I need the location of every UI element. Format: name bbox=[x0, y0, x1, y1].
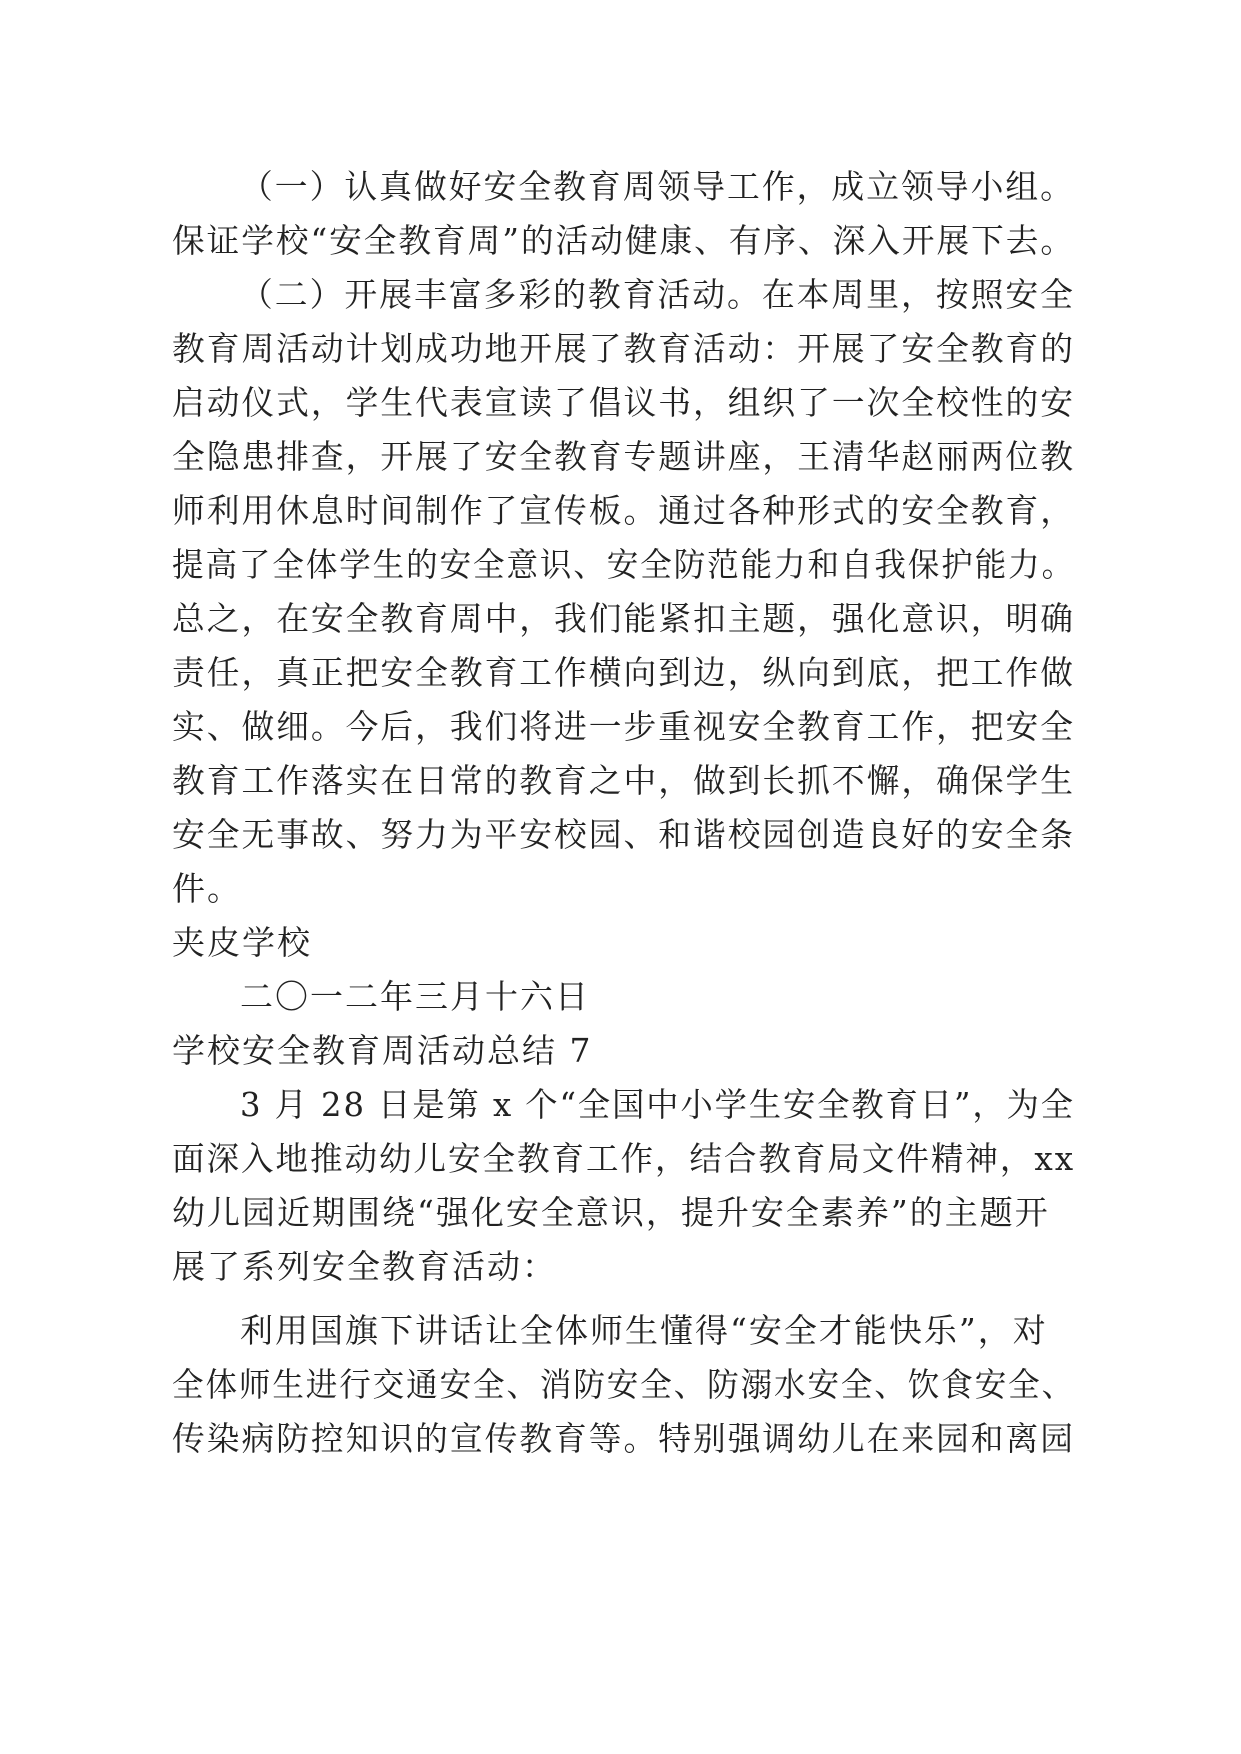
line-text: （一）认真做好安全教育周领导工作，成立领导小组。 bbox=[240, 167, 1075, 206]
line-text: 展了系列安全教育活动： bbox=[172, 1247, 557, 1286]
line-text: 责任，真正把安全教育工作横向到边，纵向到底，把工作做 bbox=[172, 653, 1075, 692]
line-text: 保证学校“安全教育周”的活动健康、有序、深入开展下去。 bbox=[172, 221, 1075, 260]
text-line bbox=[0, 644, 1241, 702]
text-line bbox=[0, 1184, 1241, 1242]
line-text: （二）开展丰富多彩的教育活动。在本周里，按照安全 bbox=[240, 275, 1075, 314]
text-line bbox=[0, 752, 1241, 810]
line-text: 夹皮学校 bbox=[172, 923, 312, 962]
text-line bbox=[0, 698, 1241, 756]
line-text: 教育周活动计划成功地开展了教育活动：开展了安全教育的 bbox=[172, 329, 1075, 368]
line-text: 3 月 28 日是第 x 个“全国中小学生安全教育日”，为全 bbox=[240, 1085, 1075, 1124]
line-text: 启动仪式，学生代表宣读了倡议书，组织了一次全校性的安 bbox=[172, 383, 1075, 422]
line-text: 学校安全教育周活动总结 7 bbox=[172, 1031, 593, 1070]
text-line bbox=[0, 860, 1241, 918]
line-text: 传染病防控知识的宣传教育等。特别强调幼儿在来园和离园 bbox=[172, 1419, 1075, 1458]
text-line bbox=[0, 806, 1241, 864]
text-line bbox=[0, 1356, 1241, 1414]
line-text: 提高了全体学生的安全意识、安全防范能力和自我保护能力。 bbox=[172, 545, 1076, 584]
line-text: 面深入地推动幼儿安全教育工作，结合教育局文件精神，xx bbox=[172, 1139, 1076, 1178]
text-line bbox=[0, 590, 1241, 648]
line-text: 安全无事故、努力为平安校园、和谐校园创造良好的安全条 bbox=[172, 815, 1075, 854]
text-line bbox=[0, 374, 1241, 432]
line-text: 实、做细。今后，我们将进一步重视安全教育工作，把安全 bbox=[172, 707, 1075, 746]
text-line bbox=[0, 1076, 1241, 1134]
text-line bbox=[0, 1410, 1241, 1468]
text-line bbox=[0, 212, 1241, 270]
text-line bbox=[0, 1302, 1241, 1360]
line-text: 幼儿园近期围绕“强化安全意识，提升安全素养”的主题开 bbox=[172, 1193, 1050, 1232]
text-line bbox=[0, 1130, 1241, 1188]
text-line bbox=[0, 1238, 1241, 1296]
line-text: 全隐患排查，开展了安全教育专题讲座，王清华赵丽两位教 bbox=[172, 437, 1075, 476]
line-text: 件。 bbox=[172, 869, 242, 908]
text-line bbox=[0, 266, 1241, 324]
line-text: 利用国旗下讲话让全体师生懂得“安全才能快乐”，对 bbox=[240, 1311, 1048, 1350]
line-text: 师利用休息时间制作了宣传板。通过各种形式的安全教育， bbox=[172, 491, 1075, 530]
line-text: 全体师生进行交通安全、消防安全、防溺水安全、饮食安全、 bbox=[172, 1365, 1076, 1404]
signature-date bbox=[0, 968, 1241, 1026]
text-line bbox=[0, 158, 1241, 216]
text-line bbox=[0, 320, 1241, 378]
text-line bbox=[0, 536, 1241, 594]
signature-org bbox=[0, 914, 1241, 972]
section-title bbox=[0, 1022, 1241, 1080]
line-text: 二〇一二年三月十六日 bbox=[240, 977, 590, 1016]
line-text: 教育工作落实在日常的教育之中，做到长抓不懈，确保学生 bbox=[172, 761, 1075, 800]
text-line bbox=[0, 482, 1241, 540]
text-line bbox=[0, 428, 1241, 486]
line-text: 总之，在安全教育周中，我们能紧扣主题，强化意识，明确 bbox=[172, 599, 1075, 638]
